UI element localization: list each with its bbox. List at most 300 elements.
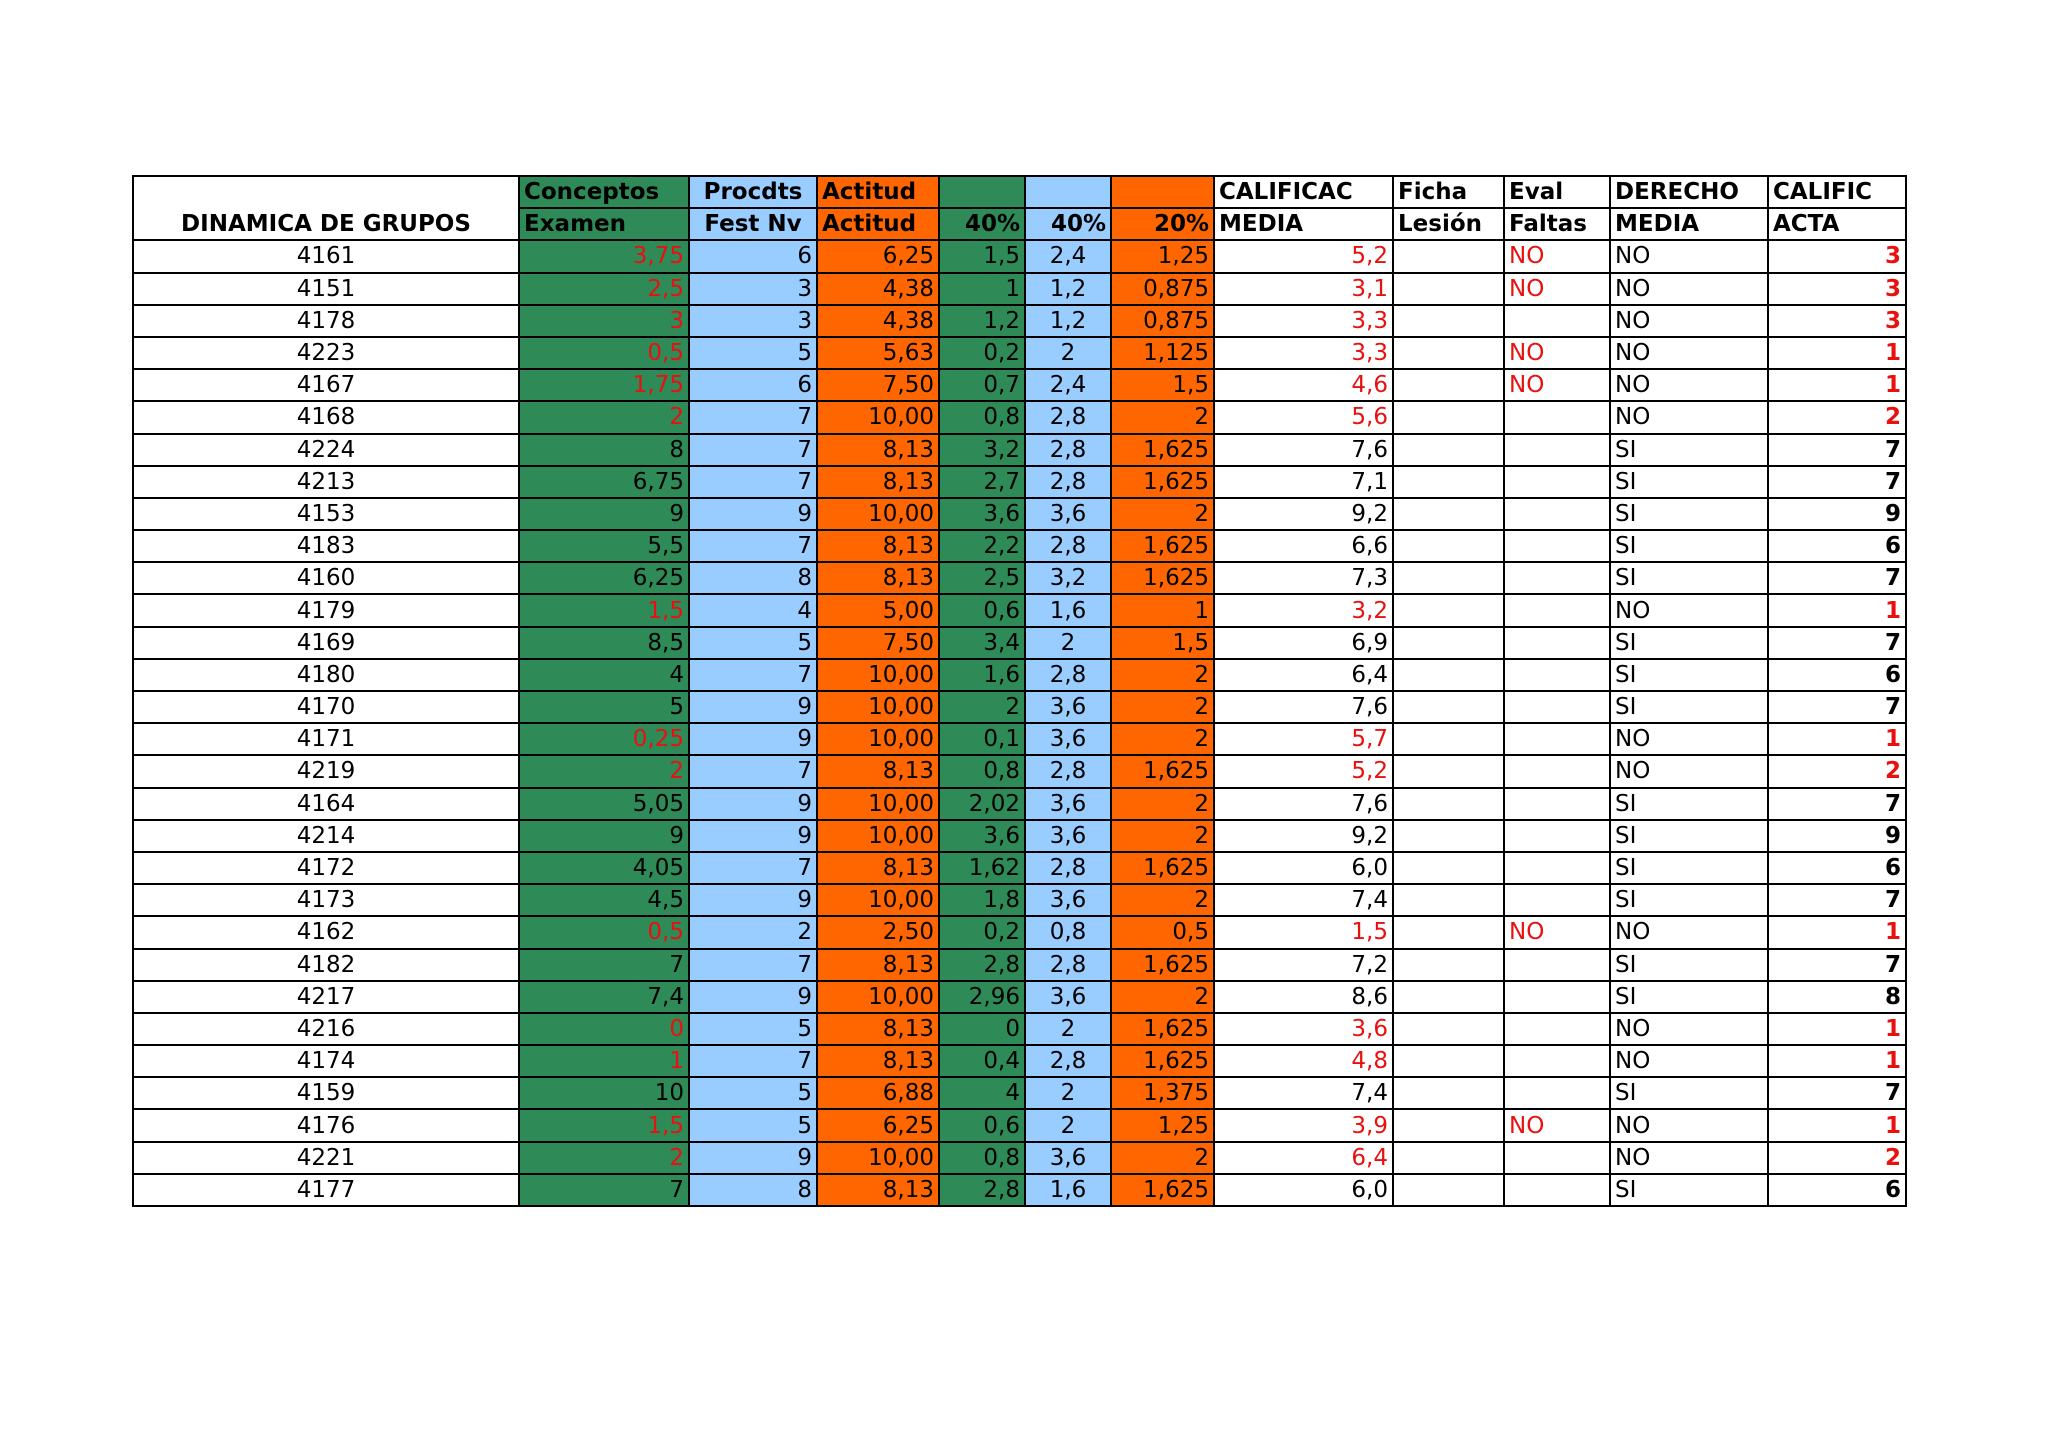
table-row [133, 1142, 1906, 1174]
cell-pct-40a: 1,6 [939, 659, 1025, 691]
cell-ficha [1393, 1045, 1504, 1077]
cell-faltas [1504, 498, 1610, 530]
cell-pct-40b: 2 [1025, 337, 1111, 369]
cell-derecho: NO [1610, 401, 1768, 433]
cell-id: 4179 [133, 594, 519, 626]
cell-pct-40a: 4 [939, 1077, 1025, 1109]
cell-id: 4176 [133, 1109, 519, 1141]
cell-faltas [1504, 305, 1610, 337]
cell-faltas [1504, 594, 1610, 626]
cell-pct-40b: 0,8 [1025, 916, 1111, 948]
cell-ficha [1393, 884, 1504, 916]
cell-pct-40a: 2,7 [939, 466, 1025, 498]
cell-id: 4214 [133, 820, 519, 852]
cell-actitud: 10,00 [817, 981, 939, 1013]
cell-actitud: 6,25 [817, 1109, 939, 1141]
cell-examen: 7 [519, 1174, 689, 1206]
cell-examen: 6,25 [519, 562, 689, 594]
table-row [133, 1174, 1906, 1206]
header-acta: ACTA [1768, 208, 1906, 240]
cell-procdts: 6 [689, 369, 817, 401]
cell-derecho: SI [1610, 884, 1768, 916]
header-blank-1 [939, 176, 1025, 208]
cell-examen: 9 [519, 498, 689, 530]
cell-actitud: 6,88 [817, 1077, 939, 1109]
cell-id: 4213 [133, 466, 519, 498]
table-row [133, 594, 1906, 626]
cell-acta: 7 [1768, 788, 1906, 820]
cell-pct-20: 2 [1111, 820, 1214, 852]
cell-media: 8,6 [1214, 981, 1393, 1013]
cell-examen: 5,05 [519, 788, 689, 820]
cell-acta: 1 [1768, 1109, 1906, 1141]
cell-media: 6,0 [1214, 852, 1393, 884]
cell-pct-20: 1,25 [1111, 240, 1214, 272]
cell-ficha [1393, 949, 1504, 981]
cell-media: 3,3 [1214, 337, 1393, 369]
cell-actitud: 10,00 [817, 884, 939, 916]
header-fest-nv: Fest Nv [689, 208, 817, 240]
cell-media: 4,8 [1214, 1045, 1393, 1077]
cell-pct-40b: 2,8 [1025, 530, 1111, 562]
table-row [133, 498, 1906, 530]
cell-pct-20: 1,25 [1111, 1109, 1214, 1141]
table-row [133, 852, 1906, 884]
header-pct-40a: 40% [939, 208, 1025, 240]
cell-pct-40a: 3,6 [939, 498, 1025, 530]
cell-faltas: NO [1504, 1109, 1610, 1141]
cell-faltas [1504, 562, 1610, 594]
cell-procdts: 7 [689, 949, 817, 981]
table-row [133, 659, 1906, 691]
cell-acta: 7 [1768, 466, 1906, 498]
cell-derecho: NO [1610, 240, 1768, 272]
cell-actitud: 10,00 [817, 723, 939, 755]
cell-ficha [1393, 530, 1504, 562]
cell-ficha [1393, 1109, 1504, 1141]
cell-acta: 8 [1768, 981, 1906, 1013]
cell-pct-40a: 1,2 [939, 305, 1025, 337]
cell-examen: 5,5 [519, 530, 689, 562]
cell-actitud: 10,00 [817, 820, 939, 852]
cell-procdts: 5 [689, 627, 817, 659]
cell-pct-40b: 1,6 [1025, 594, 1111, 626]
cell-ficha [1393, 659, 1504, 691]
cell-derecho: SI [1610, 466, 1768, 498]
cell-pct-40a: 2,8 [939, 949, 1025, 981]
header-eval: Eval [1504, 176, 1610, 208]
cell-actitud: 10,00 [817, 659, 939, 691]
cell-actitud: 2,50 [817, 916, 939, 948]
cell-actitud: 10,00 [817, 498, 939, 530]
cell-media: 3,9 [1214, 1109, 1393, 1141]
cell-media: 1,5 [1214, 916, 1393, 948]
cell-media: 7,2 [1214, 949, 1393, 981]
cell-procdts: 9 [689, 788, 817, 820]
cell-faltas [1504, 466, 1610, 498]
cell-ficha [1393, 820, 1504, 852]
cell-pct-40a: 0,2 [939, 337, 1025, 369]
cell-derecho: NO [1610, 337, 1768, 369]
cell-ficha [1393, 305, 1504, 337]
table-row [133, 1109, 1906, 1141]
cell-media: 9,2 [1214, 820, 1393, 852]
cell-pct-20: 2 [1111, 723, 1214, 755]
cell-actitud: 8,13 [817, 1045, 939, 1077]
cell-pct-40b: 2,8 [1025, 466, 1111, 498]
table-row [133, 562, 1906, 594]
cell-procdts: 9 [689, 981, 817, 1013]
cell-derecho: NO [1610, 273, 1768, 305]
cell-procdts: 4 [689, 594, 817, 626]
header-lesion: Lesión [1393, 208, 1504, 240]
cell-ficha [1393, 627, 1504, 659]
cell-id: 4170 [133, 691, 519, 723]
cell-ficha [1393, 369, 1504, 401]
table-row [133, 788, 1906, 820]
cell-derecho: SI [1610, 1174, 1768, 1206]
cell-faltas [1504, 1174, 1610, 1206]
cell-media: 7,6 [1214, 434, 1393, 466]
cell-pct-20: 1,625 [1111, 1045, 1214, 1077]
cell-pct-20: 1,375 [1111, 1077, 1214, 1109]
cell-procdts: 7 [689, 401, 817, 433]
cell-id: 4162 [133, 916, 519, 948]
cell-procdts: 7 [689, 434, 817, 466]
cell-media: 5,2 [1214, 240, 1393, 272]
cell-faltas [1504, 884, 1610, 916]
cell-actitud: 4,38 [817, 305, 939, 337]
cell-acta: 6 [1768, 852, 1906, 884]
cell-pct-40b: 3,2 [1025, 562, 1111, 594]
cell-derecho: NO [1610, 1013, 1768, 1045]
table-row [133, 466, 1906, 498]
cell-derecho: SI [1610, 788, 1768, 820]
cell-id: 4164 [133, 788, 519, 820]
cell-id: 4167 [133, 369, 519, 401]
cell-faltas [1504, 788, 1610, 820]
cell-procdts: 9 [689, 820, 817, 852]
table-row [133, 305, 1906, 337]
cell-examen: 0 [519, 1013, 689, 1045]
cell-actitud: 7,50 [817, 627, 939, 659]
cell-derecho: SI [1610, 949, 1768, 981]
cell-acta: 1 [1768, 1013, 1906, 1045]
cell-actitud: 8,13 [817, 1174, 939, 1206]
cell-pct-40a: 0,6 [939, 594, 1025, 626]
cell-pct-40a: 0,2 [939, 916, 1025, 948]
cell-media: 6,0 [1214, 1174, 1393, 1206]
table-row [133, 981, 1906, 1013]
cell-pct-40a: 2,8 [939, 1174, 1025, 1206]
cell-examen: 1,5 [519, 594, 689, 626]
cell-acta: 2 [1768, 401, 1906, 433]
cell-pct-40a: 0,8 [939, 401, 1025, 433]
cell-id: 4173 [133, 884, 519, 916]
cell-pct-40b: 2 [1025, 1013, 1111, 1045]
cell-pct-40b: 3,6 [1025, 1142, 1111, 1174]
cell-faltas [1504, 755, 1610, 787]
cell-pct-40a: 2,02 [939, 788, 1025, 820]
cell-pct-40b: 1,2 [1025, 273, 1111, 305]
cell-procdts: 8 [689, 562, 817, 594]
cell-pct-20: 2 [1111, 498, 1214, 530]
cell-pct-20: 2 [1111, 981, 1214, 1013]
cell-derecho: SI [1610, 1077, 1768, 1109]
cell-ficha [1393, 1013, 1504, 1045]
cell-pct-20: 1,5 [1111, 369, 1214, 401]
cell-faltas [1504, 1045, 1610, 1077]
cell-ficha [1393, 981, 1504, 1013]
cell-actitud: 8,13 [817, 1013, 939, 1045]
cell-examen: 0,5 [519, 337, 689, 369]
cell-examen: 7 [519, 949, 689, 981]
cell-procdts: 8 [689, 1174, 817, 1206]
cell-ficha [1393, 434, 1504, 466]
cell-media: 5,2 [1214, 755, 1393, 787]
header-faltas: Faltas [1504, 208, 1610, 240]
table-row [133, 820, 1906, 852]
cell-pct-40b: 3,6 [1025, 981, 1111, 1013]
cell-media: 3,6 [1214, 1013, 1393, 1045]
cell-derecho: NO [1610, 916, 1768, 948]
table-row [133, 1045, 1906, 1077]
cell-actitud: 5,63 [817, 337, 939, 369]
cell-faltas [1504, 820, 1610, 852]
cell-faltas [1504, 723, 1610, 755]
header-examen: Examen [519, 208, 689, 240]
cell-pct-20: 2 [1111, 691, 1214, 723]
cell-derecho: SI [1610, 981, 1768, 1013]
cell-faltas [1504, 691, 1610, 723]
cell-derecho: SI [1610, 659, 1768, 691]
cell-pct-40b: 2 [1025, 1077, 1111, 1109]
cell-actitud: 7,50 [817, 369, 939, 401]
cell-procdts: 3 [689, 305, 817, 337]
header-row-top [133, 176, 1906, 208]
header-calific: CALIFIC [1768, 176, 1906, 208]
cell-acta: 7 [1768, 1077, 1906, 1109]
cell-ficha [1393, 691, 1504, 723]
cell-pct-20: 1,625 [1111, 852, 1214, 884]
cell-pct-40a: 1 [939, 273, 1025, 305]
cell-media: 3,2 [1214, 594, 1393, 626]
cell-examen: 0,25 [519, 723, 689, 755]
cell-pct-20: 1,625 [1111, 1013, 1214, 1045]
header-pct-40b: 40% [1025, 208, 1111, 240]
cell-derecho: SI [1610, 498, 1768, 530]
cell-procdts: 5 [689, 1109, 817, 1141]
cell-examen: 6,75 [519, 466, 689, 498]
cell-faltas [1504, 852, 1610, 884]
cell-pct-40b: 1,6 [1025, 1174, 1111, 1206]
cell-ficha [1393, 466, 1504, 498]
cell-pct-40b: 2,8 [1025, 949, 1111, 981]
cell-pct-20: 1,625 [1111, 530, 1214, 562]
cell-actitud: 5,00 [817, 594, 939, 626]
cell-media: 6,4 [1214, 1142, 1393, 1174]
cell-examen: 2 [519, 1142, 689, 1174]
cell-pct-20: 0,5 [1111, 916, 1214, 948]
cell-acta: 7 [1768, 884, 1906, 916]
cell-faltas: NO [1504, 273, 1610, 305]
cell-ficha [1393, 401, 1504, 433]
cell-examen: 1 [519, 1045, 689, 1077]
cell-examen: 2,5 [519, 273, 689, 305]
cell-derecho: SI [1610, 434, 1768, 466]
cell-ficha [1393, 562, 1504, 594]
table-row [133, 627, 1906, 659]
cell-faltas: NO [1504, 916, 1610, 948]
table-row [133, 530, 1906, 562]
table-row [133, 1077, 1906, 1109]
cell-derecho: SI [1610, 852, 1768, 884]
cell-derecho: SI [1610, 627, 1768, 659]
cell-faltas: NO [1504, 240, 1610, 272]
cell-id: 4180 [133, 659, 519, 691]
cell-media: 6,6 [1214, 530, 1393, 562]
cell-derecho: NO [1610, 1045, 1768, 1077]
cell-media: 3,3 [1214, 305, 1393, 337]
header-actitud: Actitud [817, 208, 939, 240]
cell-pct-20: 2 [1111, 788, 1214, 820]
header-calificac: CALIFICAC [1214, 176, 1393, 208]
cell-derecho: NO [1610, 594, 1768, 626]
cell-id: 4217 [133, 981, 519, 1013]
cell-faltas [1504, 981, 1610, 1013]
cell-media: 6,4 [1214, 659, 1393, 691]
cell-pct-40a: 0,1 [939, 723, 1025, 755]
cell-procdts: 9 [689, 1142, 817, 1174]
table-row [133, 723, 1906, 755]
cell-id: 4216 [133, 1013, 519, 1045]
table-row [133, 434, 1906, 466]
cell-id: 4168 [133, 401, 519, 433]
cell-actitud: 8,13 [817, 755, 939, 787]
cell-pct-40a: 3,2 [939, 434, 1025, 466]
cell-id: 4153 [133, 498, 519, 530]
cell-media: 3,1 [1214, 273, 1393, 305]
cell-ficha [1393, 755, 1504, 787]
cell-faltas [1504, 627, 1610, 659]
cell-faltas: NO [1504, 337, 1610, 369]
cell-acta: 2 [1768, 755, 1906, 787]
cell-id: 4223 [133, 337, 519, 369]
cell-examen: 8,5 [519, 627, 689, 659]
cell-pct-20: 0,875 [1111, 305, 1214, 337]
cell-pct-40a: 2,5 [939, 562, 1025, 594]
cell-acta: 1 [1768, 1045, 1906, 1077]
cell-acta: 3 [1768, 273, 1906, 305]
grades-table [132, 175, 1907, 1207]
cell-actitud: 8,13 [817, 434, 939, 466]
cell-id: 4172 [133, 852, 519, 884]
cell-actitud: 8,13 [817, 949, 939, 981]
header-ficha: Ficha [1393, 176, 1504, 208]
cell-acta: 6 [1768, 530, 1906, 562]
cell-procdts: 7 [689, 530, 817, 562]
cell-actitud: 8,13 [817, 466, 939, 498]
cell-pct-20: 1,625 [1111, 466, 1214, 498]
header-procdts: Procdts [689, 176, 817, 208]
cell-actitud: 8,13 [817, 852, 939, 884]
cell-media: 5,6 [1214, 401, 1393, 433]
cell-ficha [1393, 337, 1504, 369]
cell-procdts: 7 [689, 659, 817, 691]
table-row [133, 369, 1906, 401]
cell-ficha [1393, 852, 1504, 884]
cell-procdts: 7 [689, 755, 817, 787]
cell-id: 4221 [133, 1142, 519, 1174]
cell-pct-20: 0,875 [1111, 273, 1214, 305]
cell-actitud: 10,00 [817, 1142, 939, 1174]
cell-derecho: NO [1610, 369, 1768, 401]
cell-pct-40b: 2,8 [1025, 1045, 1111, 1077]
cell-acta: 3 [1768, 240, 1906, 272]
cell-id: 4183 [133, 530, 519, 562]
header-blank-3 [1111, 176, 1214, 208]
cell-pct-20: 1,5 [1111, 627, 1214, 659]
cell-pct-40b: 2 [1025, 627, 1111, 659]
cell-id: 4171 [133, 723, 519, 755]
cell-derecho: NO [1610, 755, 1768, 787]
cell-pct-40a: 0,7 [939, 369, 1025, 401]
header-blank-2 [1025, 176, 1111, 208]
cell-pct-40b: 2,4 [1025, 369, 1111, 401]
cell-pct-40b: 3,6 [1025, 820, 1111, 852]
cell-ficha [1393, 788, 1504, 820]
cell-procdts: 7 [689, 1045, 817, 1077]
cell-pct-40a: 0,8 [939, 1142, 1025, 1174]
cell-pct-40a: 0 [939, 1013, 1025, 1045]
cell-derecho: NO [1610, 723, 1768, 755]
cell-pct-40a: 1,5 [939, 240, 1025, 272]
cell-pct-40a: 0,6 [939, 1109, 1025, 1141]
cell-ficha [1393, 273, 1504, 305]
cell-examen: 5 [519, 691, 689, 723]
cell-pct-40a: 3,6 [939, 820, 1025, 852]
cell-pct-20: 1,625 [1111, 434, 1214, 466]
table-row [133, 337, 1906, 369]
cell-pct-40b: 3,6 [1025, 691, 1111, 723]
cell-faltas [1504, 434, 1610, 466]
cell-actitud: 8,13 [817, 530, 939, 562]
cell-actitud: 4,38 [817, 273, 939, 305]
cell-ficha [1393, 916, 1504, 948]
cell-examen: 1,75 [519, 369, 689, 401]
cell-id: 4219 [133, 755, 519, 787]
header-derecho: DERECHO [1610, 176, 1768, 208]
cell-examen: 2 [519, 401, 689, 433]
cell-acta: 2 [1768, 1142, 1906, 1174]
cell-id: 4178 [133, 305, 519, 337]
cell-pct-40a: 0,4 [939, 1045, 1025, 1077]
cell-ficha [1393, 1077, 1504, 1109]
cell-id: 4161 [133, 240, 519, 272]
cell-media: 7,6 [1214, 691, 1393, 723]
cell-actitud: 6,25 [817, 240, 939, 272]
cell-procdts: 6 [689, 240, 817, 272]
cell-acta: 1 [1768, 723, 1906, 755]
cell-id: 4151 [133, 273, 519, 305]
cell-ficha [1393, 1174, 1504, 1206]
table-row [133, 755, 1906, 787]
cell-id: 4159 [133, 1077, 519, 1109]
cell-pct-40b: 2,8 [1025, 852, 1111, 884]
cell-pct-40a: 2,2 [939, 530, 1025, 562]
table-row [133, 1013, 1906, 1045]
cell-media: 7,4 [1214, 884, 1393, 916]
